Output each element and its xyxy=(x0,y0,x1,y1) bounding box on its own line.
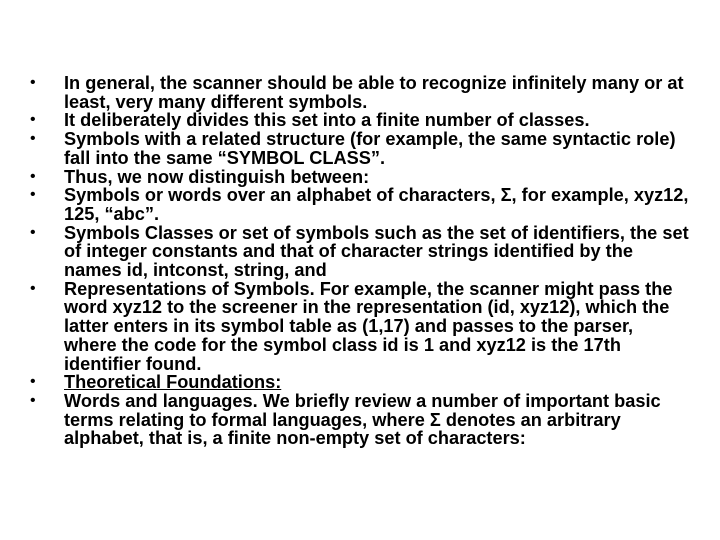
bullet-item-5 xyxy=(30,186,690,223)
bullet-icon: • xyxy=(30,279,36,297)
bullet-icon: • xyxy=(30,130,36,148)
bullet-text: Symbols with a related structure (for example, the same syntactic role) fall into the same “SYMBOL CLASS”. xyxy=(64,129,676,168)
bullet-text: Representations of Symbols. For example, the scanner might pass the word xyz12 to the screener in the representation (id, xyz12), which the latter enters in its symbol table as (1,17) and passes to the parser, where the code for the symbol class id is 1 and xyz12 is the 17th identifier found. xyxy=(64,278,673,374)
bullet-icon: • xyxy=(30,167,36,185)
bullet-icon: • xyxy=(30,111,36,129)
bullet-text: Symbols Classes or set of symbols such as the set of identifiers, the set of integer constants and that of character strings identified by the names id, intconst, string, and xyxy=(64,222,689,281)
bullet-text: In general, the scanner should be able to recognize infinitely many or at least, very many different symbols. xyxy=(64,73,684,112)
bullet-item-6 xyxy=(30,224,690,280)
bullet-item-4 xyxy=(30,168,690,187)
bullet-item-1 xyxy=(30,74,690,111)
bullet-icon: • xyxy=(30,373,36,391)
bullet-icon: • xyxy=(30,186,36,204)
bullet-text: Thus, we now distinguish between: xyxy=(64,166,370,187)
bullet-text: It deliberately divides this set into a finite number of classes. xyxy=(64,110,590,131)
bullet-icon: • xyxy=(30,74,36,91)
bullet-item-8 xyxy=(30,373,690,392)
bullet-item-9 xyxy=(30,392,690,448)
bullet-item-2 xyxy=(30,111,690,130)
bullet-icon: • xyxy=(30,391,36,409)
bullet-text: Symbols or words over an alphabet of characters, Σ, for example, xyz12, 125, “abc”. xyxy=(64,185,689,224)
bullet-icon: • xyxy=(30,223,36,241)
bullet-text: Words and languages. We briefly review a number of important basic terms relating to formal languages, where Σ denotes an arbitrary alphabet, that is, a finite non-empty set of characters: xyxy=(64,390,661,449)
bullet-item-3 xyxy=(30,130,690,167)
section-heading: Theoretical Foundations: xyxy=(64,372,282,393)
bullet-item-7 xyxy=(30,280,690,374)
bullet-list xyxy=(30,74,690,448)
